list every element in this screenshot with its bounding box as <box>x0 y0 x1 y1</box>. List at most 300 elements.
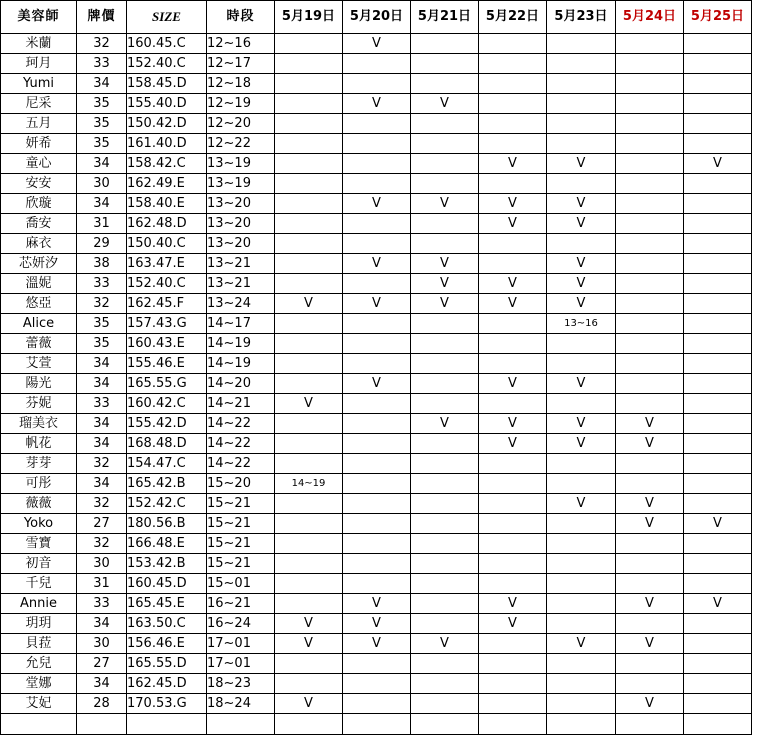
day-cell <box>684 34 752 54</box>
day-cell <box>343 554 411 574</box>
stylist-name: 玥玥 <box>1 614 77 634</box>
table-row <box>1 314 752 334</box>
day-cell <box>547 174 616 194</box>
day-cell <box>275 514 343 534</box>
header-date: 5月22日 <box>479 1 547 34</box>
day-cell <box>547 554 616 574</box>
day-cell: V <box>547 634 616 654</box>
price-cell: 28 <box>77 694 127 714</box>
day-cell: V <box>684 514 752 534</box>
day-cell <box>547 234 616 254</box>
day-cell <box>479 74 547 94</box>
time-slot-cell: 16~24 <box>207 614 275 634</box>
size-cell: 158.42.C <box>127 154 207 174</box>
header-row <box>1 1 752 34</box>
time-slot-cell: 15~21 <box>207 494 275 514</box>
day-cell: V <box>547 154 616 174</box>
time-slot-cell: 17~01 <box>207 634 275 654</box>
day-cell <box>275 134 343 154</box>
day-cell: V <box>547 414 616 434</box>
day-cell <box>684 694 752 714</box>
size-cell: 162.45.F <box>127 294 207 314</box>
price-cell: 38 <box>77 254 127 274</box>
day-cell <box>343 274 411 294</box>
size-cell: 165.55.G <box>127 374 207 394</box>
stylist-name: 五月 <box>1 114 77 134</box>
day-cell <box>684 214 752 234</box>
day-cell <box>616 34 684 54</box>
table-row <box>1 194 752 214</box>
price-cell: 34 <box>77 354 127 374</box>
price-cell: 30 <box>77 174 127 194</box>
day-cell <box>684 114 752 134</box>
empty-cell <box>343 714 411 735</box>
day-cell <box>684 354 752 374</box>
day-cell: V <box>616 594 684 614</box>
size-cell: 155.42.D <box>127 414 207 434</box>
day-cell: V <box>547 294 616 314</box>
day-cell <box>616 374 684 394</box>
day-cell <box>616 254 684 274</box>
day-cell <box>479 534 547 554</box>
day-cell <box>684 294 752 314</box>
stylist-name: 溫妮 <box>1 274 77 294</box>
day-cell: V <box>684 594 752 614</box>
day-cell: V <box>343 94 411 114</box>
stylist-name: 芯妍汐 <box>1 254 77 274</box>
price-cell: 32 <box>77 494 127 514</box>
day-cell <box>547 334 616 354</box>
day-cell <box>479 574 547 594</box>
day-cell: V <box>411 194 479 214</box>
day-cell <box>616 294 684 314</box>
day-cell <box>275 154 343 174</box>
time-slot-cell: 15~21 <box>207 534 275 554</box>
day-cell <box>411 494 479 514</box>
table-row <box>1 254 752 274</box>
day-cell: V <box>479 434 547 454</box>
day-cell <box>547 594 616 614</box>
stylist-name: 喬安 <box>1 214 77 234</box>
time-slot-cell: 12~18 <box>207 74 275 94</box>
price-cell: 35 <box>77 94 127 114</box>
day-cell <box>547 114 616 134</box>
stylist-name: 蕾薇 <box>1 334 77 354</box>
size-cell: 165.55.D <box>127 654 207 674</box>
day-cell <box>547 614 616 634</box>
day-cell <box>275 34 343 54</box>
day-cell <box>684 474 752 494</box>
day-cell: V <box>479 594 547 614</box>
stylist-name: 芬妮 <box>1 394 77 414</box>
time-slot-cell: 14~19 <box>207 334 275 354</box>
day-cell <box>275 214 343 234</box>
size-cell: 160.42.C <box>127 394 207 414</box>
stylist-name: 妍希 <box>1 134 77 154</box>
stylist-name: 帆花 <box>1 434 77 454</box>
table-row <box>1 234 752 254</box>
day-cell <box>343 214 411 234</box>
stylist-name: 尼采 <box>1 94 77 114</box>
day-cell <box>684 654 752 674</box>
day-cell: 14~19 <box>275 474 343 494</box>
day-cell <box>411 334 479 354</box>
day-cell: V <box>411 274 479 294</box>
day-cell <box>684 194 752 214</box>
day-cell <box>684 634 752 654</box>
table-row <box>1 434 752 454</box>
day-cell: V <box>616 414 684 434</box>
day-cell <box>343 174 411 194</box>
day-cell <box>275 414 343 434</box>
empty-cell <box>1 714 77 735</box>
price-cell: 34 <box>77 154 127 174</box>
time-slot-cell: 15~21 <box>207 554 275 574</box>
table-row <box>1 134 752 154</box>
table-row <box>1 394 752 414</box>
day-cell <box>616 314 684 334</box>
day-cell <box>275 374 343 394</box>
day-cell <box>275 94 343 114</box>
day-cell <box>343 74 411 94</box>
day-cell <box>684 674 752 694</box>
day-cell <box>479 174 547 194</box>
price-cell: 30 <box>77 554 127 574</box>
day-cell <box>616 554 684 574</box>
day-cell: V <box>275 694 343 714</box>
day-cell: V <box>547 254 616 274</box>
day-cell: V <box>411 414 479 434</box>
day-cell <box>343 114 411 134</box>
day-cell <box>684 394 752 414</box>
day-cell: V <box>411 294 479 314</box>
day-cell: V <box>343 194 411 214</box>
table-row <box>1 294 752 314</box>
table-row <box>1 34 752 54</box>
table-row <box>1 594 752 614</box>
table-row <box>1 514 752 534</box>
size-cell: 156.46.E <box>127 634 207 654</box>
size-cell: 157.43.G <box>127 314 207 334</box>
size-cell: 153.42.B <box>127 554 207 574</box>
price-cell: 35 <box>77 114 127 134</box>
day-cell <box>684 274 752 294</box>
day-cell: V <box>411 94 479 114</box>
stylist-name: 珂月 <box>1 54 77 74</box>
day-cell <box>547 134 616 154</box>
day-cell <box>479 634 547 654</box>
day-cell: V <box>547 274 616 294</box>
table-row <box>1 214 752 234</box>
day-cell <box>547 394 616 414</box>
time-slot-cell: 12~19 <box>207 94 275 114</box>
day-cell: V <box>616 514 684 534</box>
day-cell: V <box>684 154 752 174</box>
day-cell: V <box>275 634 343 654</box>
stylist-name: 堂娜 <box>1 674 77 694</box>
empty-row <box>1 714 752 735</box>
size-cell: 152.40.C <box>127 274 207 294</box>
day-cell <box>547 514 616 534</box>
day-cell <box>684 314 752 334</box>
price-cell: 29 <box>77 234 127 254</box>
day-cell <box>343 574 411 594</box>
empty-cell <box>616 714 684 735</box>
day-cell <box>547 454 616 474</box>
day-cell <box>616 614 684 634</box>
header-size: SIZE <box>127 1 207 34</box>
day-cell <box>275 354 343 374</box>
day-cell <box>616 654 684 674</box>
day-cell: V <box>479 194 547 214</box>
day-cell <box>411 154 479 174</box>
day-cell <box>343 514 411 534</box>
time-slot-cell: 14~20 <box>207 374 275 394</box>
day-cell <box>411 134 479 154</box>
size-cell: 150.40.C <box>127 234 207 254</box>
header-date: 5月19日 <box>275 1 343 34</box>
day-cell <box>479 334 547 354</box>
size-cell: 162.45.D <box>127 674 207 694</box>
header-date: 5月21日 <box>411 1 479 34</box>
day-cell <box>343 54 411 74</box>
day-cell <box>275 54 343 74</box>
day-cell: V <box>547 374 616 394</box>
price-cell: 34 <box>77 194 127 214</box>
time-slot-cell: 15~20 <box>207 474 275 494</box>
stylist-name: 允兒 <box>1 654 77 674</box>
table-row <box>1 74 752 94</box>
price-cell: 31 <box>77 574 127 594</box>
day-cell <box>616 54 684 74</box>
day-cell <box>411 554 479 574</box>
day-cell: V <box>479 614 547 634</box>
day-cell <box>479 554 547 574</box>
day-cell <box>343 394 411 414</box>
day-cell <box>684 254 752 274</box>
day-cell <box>616 174 684 194</box>
day-cell <box>479 134 547 154</box>
day-cell <box>343 354 411 374</box>
time-slot-cell: 13~21 <box>207 274 275 294</box>
size-cell: 165.45.E <box>127 594 207 614</box>
day-cell <box>479 654 547 674</box>
day-cell <box>479 354 547 374</box>
day-cell <box>479 94 547 114</box>
day-cell: V <box>343 634 411 654</box>
day-cell <box>616 334 684 354</box>
stylist-name: 欣璇 <box>1 194 77 214</box>
stylist-name: Alice <box>1 314 77 334</box>
header-date: 5月23日 <box>547 1 616 34</box>
time-slot-cell: 12~22 <box>207 134 275 154</box>
day-cell: V <box>479 294 547 314</box>
table-row <box>1 274 752 294</box>
price-cell: 33 <box>77 54 127 74</box>
price-cell: 31 <box>77 214 127 234</box>
size-cell: 160.45.D <box>127 574 207 594</box>
price-cell: 34 <box>77 414 127 434</box>
table-row <box>1 154 752 174</box>
empty-cell <box>275 714 343 735</box>
header-date: 5月24日 <box>616 1 684 34</box>
day-cell <box>616 154 684 174</box>
day-cell: V <box>547 434 616 454</box>
day-cell <box>616 234 684 254</box>
size-cell: 152.40.C <box>127 54 207 74</box>
day-cell <box>684 174 752 194</box>
day-cell: V <box>616 634 684 654</box>
day-cell <box>547 34 616 54</box>
table-row <box>1 534 752 554</box>
day-cell <box>343 474 411 494</box>
day-cell <box>479 694 547 714</box>
size-cell: 160.43.E <box>127 334 207 354</box>
day-cell <box>411 514 479 534</box>
day-cell <box>275 234 343 254</box>
day-cell <box>343 154 411 174</box>
day-cell: V <box>411 254 479 274</box>
header-brand: 牌價 <box>77 1 127 34</box>
day-cell <box>411 454 479 474</box>
empty-cell <box>77 714 127 735</box>
day-cell <box>343 234 411 254</box>
day-cell <box>547 54 616 74</box>
day-cell <box>479 34 547 54</box>
day-cell <box>616 674 684 694</box>
price-cell: 27 <box>77 654 127 674</box>
day-cell <box>411 74 479 94</box>
day-cell <box>343 694 411 714</box>
price-cell: 30 <box>77 634 127 654</box>
stylist-name: 貝菈 <box>1 634 77 654</box>
table-row <box>1 454 752 474</box>
day-cell <box>616 114 684 134</box>
time-slot-cell: 13~20 <box>207 214 275 234</box>
day-cell: V <box>479 214 547 234</box>
empty-cell <box>479 714 547 735</box>
price-cell: 32 <box>77 534 127 554</box>
day-cell <box>411 674 479 694</box>
day-cell <box>275 454 343 474</box>
day-cell <box>343 314 411 334</box>
stylist-name: 初音 <box>1 554 77 574</box>
price-cell: 32 <box>77 294 127 314</box>
schedule-body <box>1 34 752 735</box>
day-cell <box>547 674 616 694</box>
day-cell <box>547 354 616 374</box>
day-cell: V <box>411 634 479 654</box>
day-cell <box>411 114 479 134</box>
stylist-name: 可彤 <box>1 474 77 494</box>
time-slot-cell: 16~21 <box>207 594 275 614</box>
day-cell: V <box>547 214 616 234</box>
time-slot-cell: 12~16 <box>207 34 275 54</box>
table-row <box>1 414 752 434</box>
day-cell <box>547 534 616 554</box>
time-slot-cell: 15~01 <box>207 574 275 594</box>
day-cell: 13~16 <box>547 314 616 334</box>
day-cell <box>411 314 479 334</box>
day-cell: V <box>275 294 343 314</box>
day-cell: V <box>616 434 684 454</box>
empty-cell <box>547 714 616 735</box>
day-cell <box>411 354 479 374</box>
stylist-name: Yoko <box>1 514 77 534</box>
size-cell: 154.47.C <box>127 454 207 474</box>
time-slot-cell: 13~24 <box>207 294 275 314</box>
table-row <box>1 694 752 714</box>
table-row <box>1 114 752 134</box>
day-cell <box>411 694 479 714</box>
stylist-name: 瑠美衣 <box>1 414 77 434</box>
price-cell: 34 <box>77 474 127 494</box>
day-cell <box>479 514 547 534</box>
day-cell <box>547 74 616 94</box>
day-cell <box>479 314 547 334</box>
day-cell <box>343 414 411 434</box>
stylist-name: 童心 <box>1 154 77 174</box>
price-cell: 33 <box>77 274 127 294</box>
price-cell: 35 <box>77 334 127 354</box>
day-cell: V <box>275 394 343 414</box>
day-cell <box>411 534 479 554</box>
price-cell: 34 <box>77 434 127 454</box>
day-cell <box>684 434 752 454</box>
day-cell <box>684 614 752 634</box>
time-slot-cell: 14~21 <box>207 394 275 414</box>
time-slot-cell: 13~21 <box>207 254 275 274</box>
day-cell <box>547 694 616 714</box>
table-row <box>1 354 752 374</box>
stylist-name: 陽光 <box>1 374 77 394</box>
time-slot-cell: 13~19 <box>207 174 275 194</box>
day-cell <box>275 314 343 334</box>
day-cell <box>275 254 343 274</box>
day-cell <box>684 414 752 434</box>
size-cell: 150.42.D <box>127 114 207 134</box>
day-cell <box>275 654 343 674</box>
day-cell <box>616 194 684 214</box>
price-cell: 27 <box>77 514 127 534</box>
header-date: 5月25日 <box>684 1 752 34</box>
stylist-name: Annie <box>1 594 77 614</box>
stylist-name: Yumi <box>1 74 77 94</box>
time-slot-cell: 13~20 <box>207 234 275 254</box>
time-slot-cell: 14~22 <box>207 454 275 474</box>
price-cell: 33 <box>77 594 127 614</box>
day-cell <box>275 334 343 354</box>
time-slot-cell: 14~17 <box>207 314 275 334</box>
day-cell <box>275 534 343 554</box>
table-row <box>1 174 752 194</box>
day-cell <box>343 134 411 154</box>
table-row <box>1 494 752 514</box>
table-row <box>1 54 752 74</box>
day-cell: V <box>343 34 411 54</box>
day-cell <box>411 574 479 594</box>
size-cell: 163.50.C <box>127 614 207 634</box>
price-cell: 35 <box>77 314 127 334</box>
day-cell <box>275 574 343 594</box>
time-slot-cell: 12~17 <box>207 54 275 74</box>
header-name: 美容師 <box>1 1 77 34</box>
size-cell: 168.48.D <box>127 434 207 454</box>
day-cell <box>616 354 684 374</box>
day-cell: V <box>343 374 411 394</box>
day-cell: V <box>343 614 411 634</box>
day-cell <box>411 234 479 254</box>
